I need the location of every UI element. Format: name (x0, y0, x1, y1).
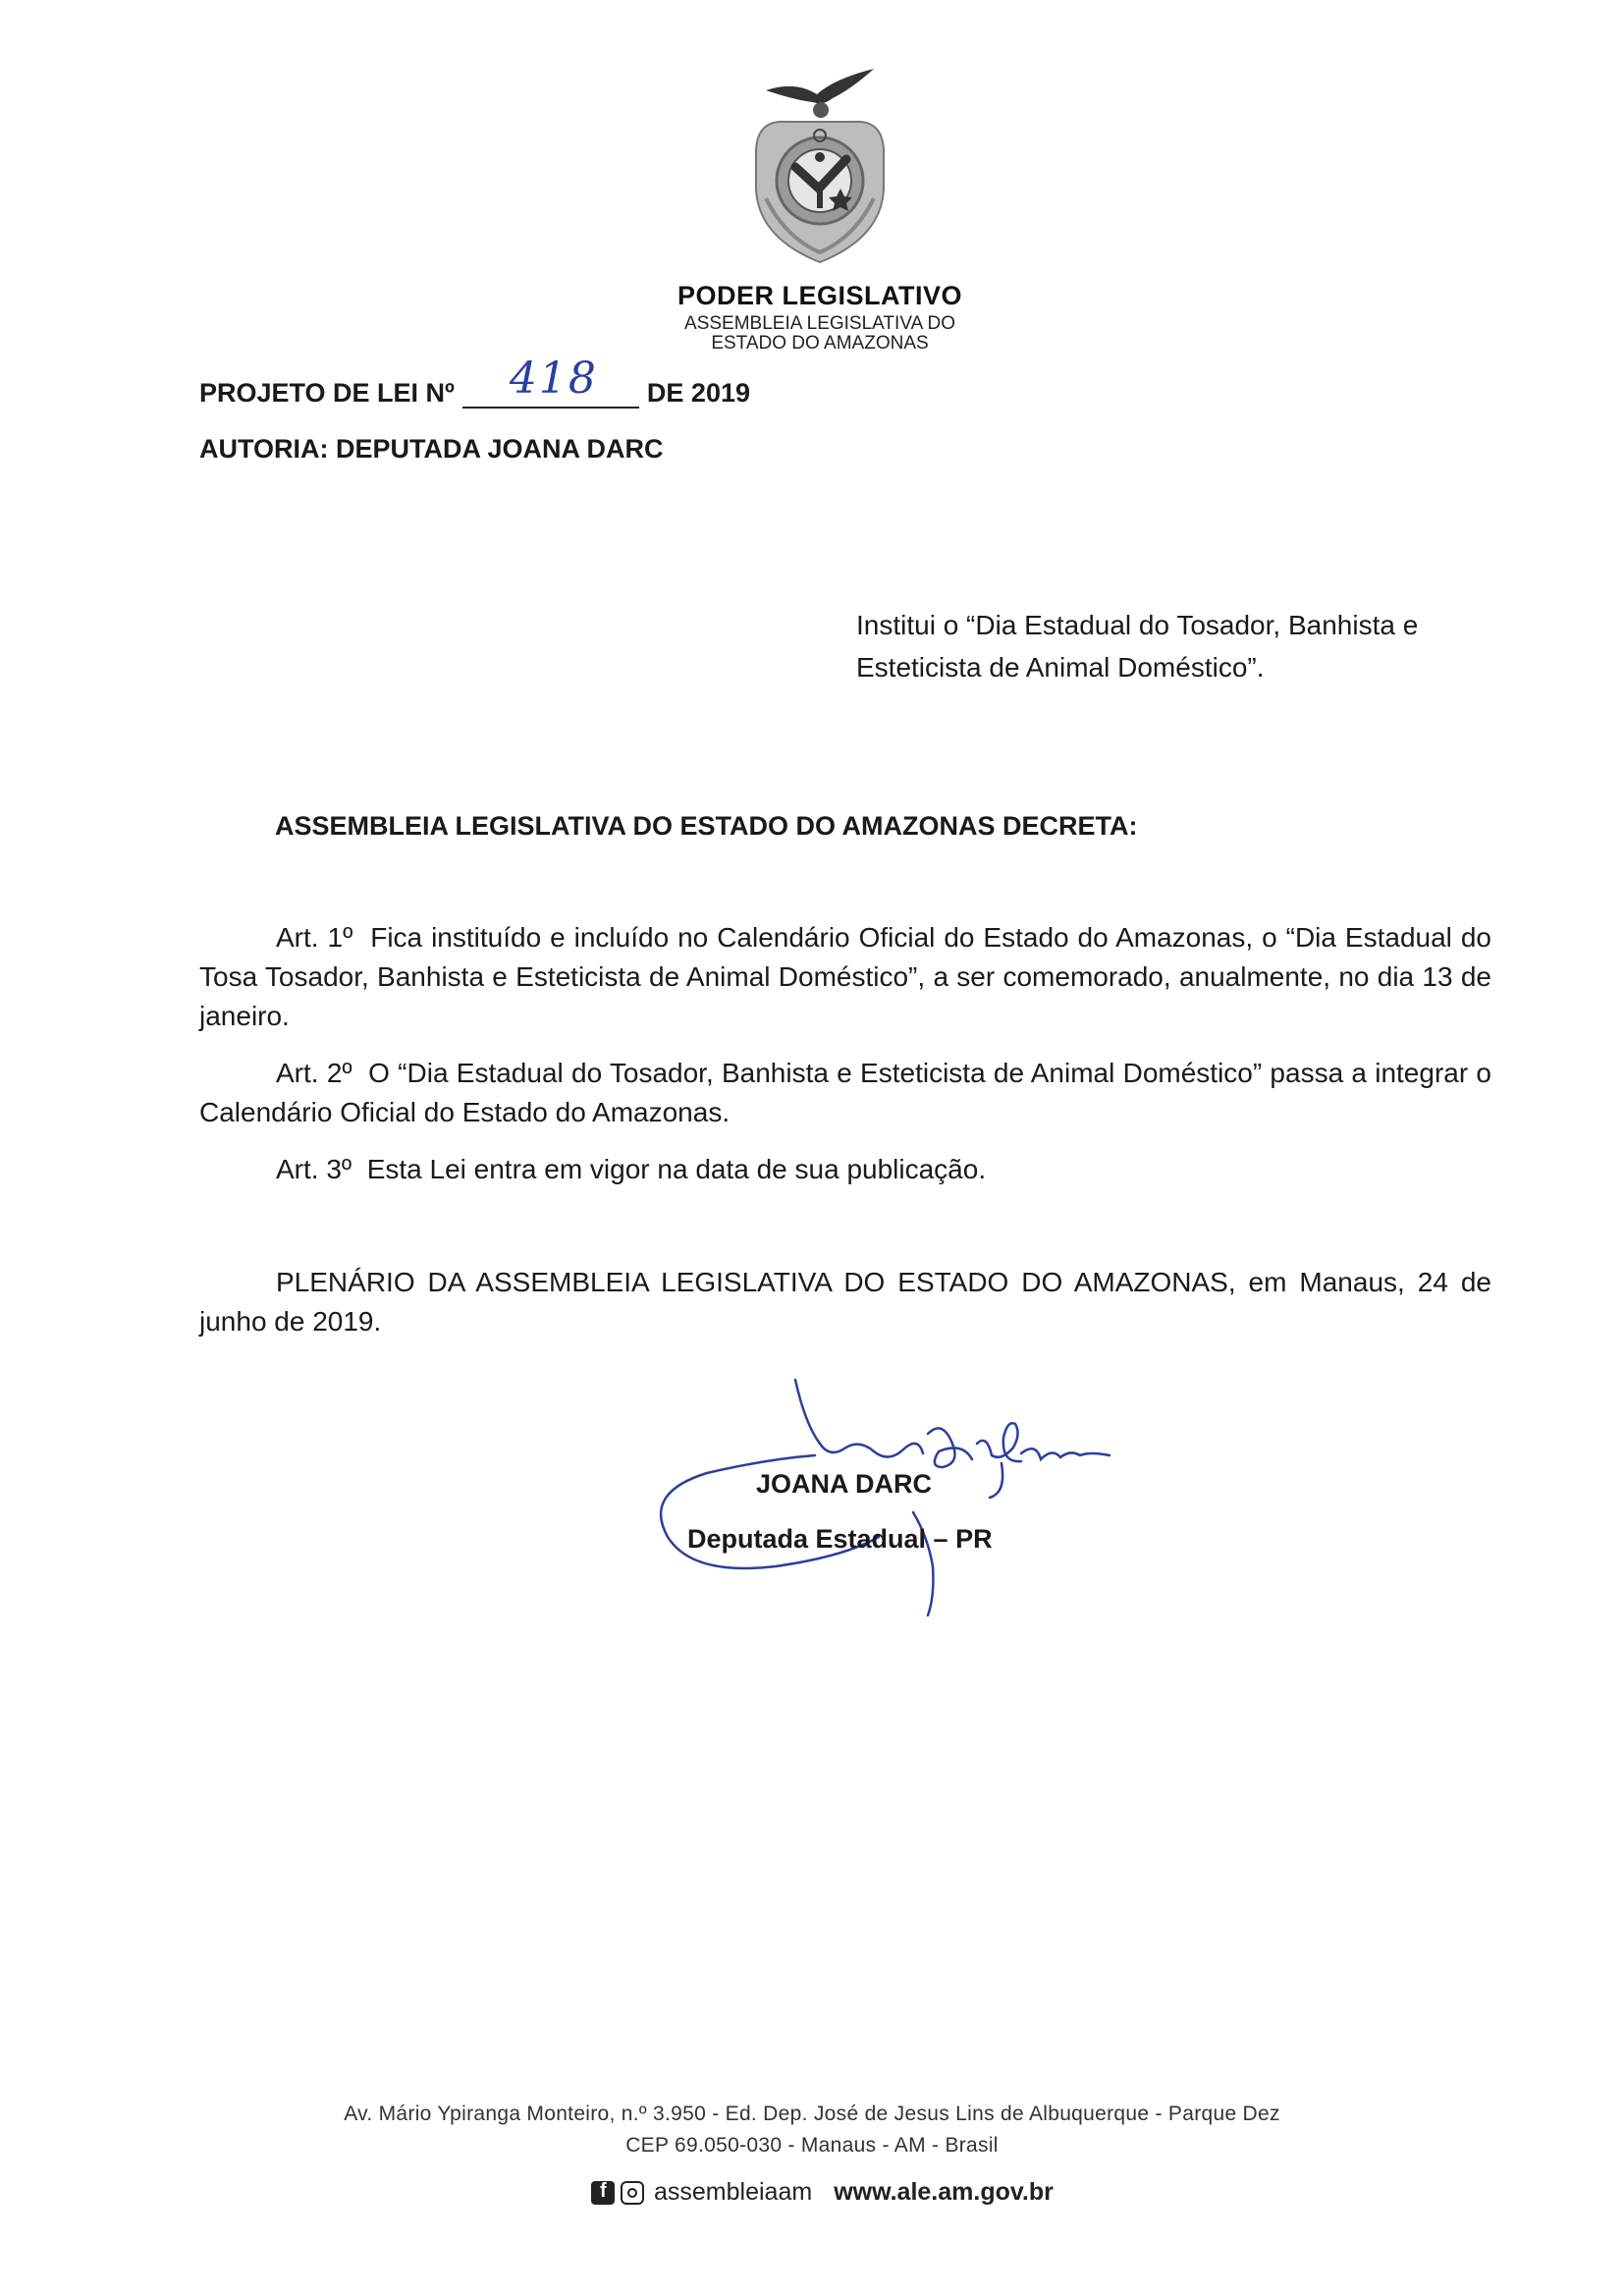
footer-address (223, 2099, 1401, 2161)
social-handle[interactable]: assembleiaam (654, 2178, 813, 2206)
plenario-closing (199, 1263, 1491, 1341)
projeto-number-handwritten: 418 (509, 354, 598, 404)
header-title: PODER LEGISLATIVO (677, 281, 963, 310)
autoria: AUTORIA: DEPUTADA JOANA DARC (199, 434, 664, 464)
article-2-label: Art. 2º (276, 1058, 352, 1088)
decreta-heading: ASSEMBLEIA LEGISLATIVA DO ESTADO DO AMAZONAS DECRETA: (275, 811, 1138, 841)
plenario-text: PLENÁRIO DA ASSEMBLEIA LEGISLATIVA DO ESTADO DO AMAZONAS, em Manaus, 24 de junho de 2019. (199, 1267, 1491, 1337)
article-3-text: Esta Lei entra em vigor na data de sua publicação. (366, 1154, 987, 1184)
article-1 (199, 918, 1491, 1036)
article-3-label: Art. 3º (276, 1154, 352, 1184)
footer-social (591, 2178, 1054, 2207)
header-subtitle (609, 314, 1031, 354)
article-1-label: Art. 1º (276, 922, 353, 953)
projeto-de-lei-line (199, 354, 750, 409)
projeto-number-blank (462, 354, 639, 409)
article-2-text: O “Dia Estadual do Tosador, Banhista e Esteticista de Animal Doméstico” passa a integrar o Calendário Oficial do Estado do Amazonas. (199, 1058, 1492, 1127)
signatory-role: Deputada Estadual – PR (687, 1524, 993, 1554)
article-1-text: Fica instituído e incluído no Calendário Oficial do Estado do Amazonas, o “Dia Estadual do Tosa Tosador, Banhista e Esteticista de Animal Doméstico”, a ser comemorado, anualmente, no dia 13 de janeiro. (199, 922, 1491, 1031)
facebook-icon[interactable] (591, 2181, 615, 2205)
coat-of-arms-icon (727, 51, 913, 277)
header-subtitle-line2: ESTADO DO AMAZONAS (711, 333, 929, 354)
footer-address-line2: CEP 69.050-030 - Manaus - AM - Brasil (625, 2134, 999, 2157)
projeto-year: DE 2019 (646, 378, 750, 408)
footer-address-line1: Av. Mário Ypiranga Monteiro, n.º 3.950 - Ed. Dep. José de Jesus Lins de Albuquerque - Parque Dez (344, 2103, 1280, 2125)
ementa: Institui o “Dia Estadual do Tosador, Banhista e Esteticista de Animal Doméstico”. (856, 610, 1419, 683)
signatory-name: JOANA DARC (756, 1469, 933, 1499)
article-3 (199, 1150, 1491, 1189)
article-2 (199, 1054, 1491, 1132)
instagram-icon[interactable] (621, 2181, 644, 2205)
projeto-label: PROJETO DE LEI Nº (199, 378, 455, 408)
header-subtitle-line1: ASSEMBLEIA LEGISLATIVA DO (684, 313, 955, 334)
website-link[interactable]: www.ale.am.gov.br (834, 2178, 1054, 2206)
